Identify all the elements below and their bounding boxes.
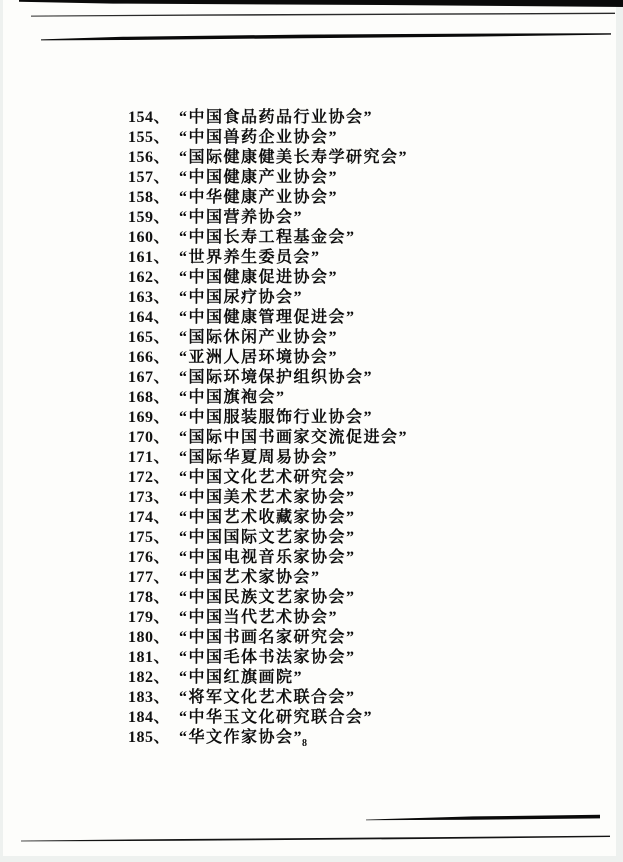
item-number: 172、 xyxy=(128,468,171,486)
item-name: “中国民族文艺家协会” xyxy=(179,588,356,606)
page-number: 8 xyxy=(302,738,307,749)
item-number: 179、 xyxy=(128,608,171,626)
item-number: 181、 xyxy=(128,648,171,666)
item-number: 176、 xyxy=(128,548,171,566)
footer-rule-long xyxy=(21,836,610,842)
list-item xyxy=(3,645,623,665)
list-item xyxy=(3,445,623,465)
list-item xyxy=(3,285,623,305)
item-number: 155、 xyxy=(128,128,171,146)
item-name: “国际休闲产业协会” xyxy=(179,328,339,346)
item-number: 170、 xyxy=(128,428,171,446)
item-name: “中国毛体书法家协会” xyxy=(179,648,356,666)
item-name: “华文作家协会” xyxy=(179,728,304,746)
item-name: “中国长寿工程基金会” xyxy=(179,228,356,246)
item-name: “中国美术艺术家协会” xyxy=(179,488,356,506)
list-item xyxy=(3,165,623,185)
item-name: “中国兽药企业协会” xyxy=(179,128,339,146)
list-item xyxy=(3,665,623,685)
list-item xyxy=(3,605,623,625)
item-number: 183、 xyxy=(128,688,171,706)
list-item xyxy=(3,525,623,545)
list-item xyxy=(3,325,623,345)
item-name: “中国艺术家协会” xyxy=(179,568,321,586)
item-name: “国际华夏周易协会” xyxy=(179,448,339,466)
item-name: “国际环境保护组织协会” xyxy=(179,368,374,386)
list-item xyxy=(3,625,623,645)
item-name: “中国服装服饰行业协会” xyxy=(179,408,374,426)
item-name: “中国健康管理促进会” xyxy=(179,308,356,326)
item-number: 171、 xyxy=(128,448,171,466)
list-item xyxy=(3,305,623,325)
list-item xyxy=(3,465,623,485)
item-name: “中国食品药品行业协会” xyxy=(179,108,374,126)
item-name: “世界养生委员会” xyxy=(179,248,321,266)
list-item xyxy=(3,425,623,445)
item-number: 185、 xyxy=(128,728,171,746)
list-item xyxy=(3,365,623,385)
item-name: “中国尿疗协会” xyxy=(179,288,304,306)
item-name: “中国红旗画院” xyxy=(179,668,304,686)
item-name: “中国当代艺术协会” xyxy=(179,608,339,626)
item-name: “中国艺术收藏家协会” xyxy=(179,508,356,526)
item-number: 180、 xyxy=(128,628,171,646)
list-item xyxy=(3,585,623,605)
item-name: “中国书画名家研究会” xyxy=(179,628,356,646)
item-name: “中国健康产业协会” xyxy=(179,168,339,186)
item-number: 167、 xyxy=(128,368,171,386)
item-name: “将军文化艺术联合会” xyxy=(179,688,356,706)
list-item xyxy=(3,405,623,425)
list-item xyxy=(3,385,623,405)
list-item xyxy=(3,145,623,165)
list-item xyxy=(3,505,623,525)
list-item xyxy=(3,485,623,505)
item-number: 161、 xyxy=(128,248,171,266)
item-number: 160、 xyxy=(128,228,171,246)
item-number: 154、 xyxy=(128,108,171,126)
list-item xyxy=(3,185,623,205)
item-name: “中国文化艺术研究会” xyxy=(179,468,356,486)
item-name: “中国健康促进协会” xyxy=(179,268,339,286)
item-number: 156、 xyxy=(128,148,171,166)
item-number: 162、 xyxy=(128,268,171,286)
item-name: “国际中国书画家交流促进会” xyxy=(179,428,409,446)
item-name: “中国旗袍会” xyxy=(179,388,286,406)
item-number: 166、 xyxy=(128,348,171,366)
item-number: 163、 xyxy=(128,288,171,306)
item-number: 178、 xyxy=(128,588,171,606)
list-item xyxy=(3,725,623,745)
top-edge-smudge xyxy=(19,0,623,7)
item-number: 182、 xyxy=(128,668,171,686)
item-number: 174、 xyxy=(128,508,171,526)
item-number: 165、 xyxy=(128,328,171,346)
item-name: “国际健康健美长寿学研究会” xyxy=(179,148,409,166)
list-item xyxy=(3,685,623,705)
item-name: “亚洲人居环境协会” xyxy=(179,348,339,366)
list-item xyxy=(3,105,623,125)
list-item xyxy=(3,225,623,245)
item-number: 158、 xyxy=(128,188,171,206)
footer-rule-short xyxy=(366,815,600,820)
list-item xyxy=(3,345,623,365)
association-list xyxy=(3,105,623,745)
list-item xyxy=(3,545,623,565)
item-name: “中国国际文艺家协会” xyxy=(179,528,356,546)
item-number: 175、 xyxy=(128,528,171,546)
item-number: 157、 xyxy=(128,168,171,186)
document-page xyxy=(3,0,616,856)
item-number: 173、 xyxy=(128,488,171,506)
item-number: 184、 xyxy=(128,708,171,726)
item-name: “中华玉文化研究联合会” xyxy=(179,708,374,726)
item-name: “中国营养协会” xyxy=(179,208,304,226)
list-item xyxy=(3,565,623,585)
list-item xyxy=(3,125,623,145)
list-item xyxy=(3,205,623,225)
item-number: 168、 xyxy=(128,388,171,406)
item-name: “中国电视音乐家协会” xyxy=(179,548,356,566)
list-item xyxy=(3,265,623,285)
item-number: 177、 xyxy=(128,568,171,586)
item-number: 164、 xyxy=(128,308,171,326)
list-item xyxy=(3,245,623,265)
item-name: “中华健康产业协会” xyxy=(179,188,339,206)
list-item xyxy=(3,705,623,725)
header-rule-thick xyxy=(41,33,611,40)
item-number: 159、 xyxy=(128,208,171,226)
header-rule-thin xyxy=(31,13,615,17)
item-number: 169、 xyxy=(128,408,171,426)
